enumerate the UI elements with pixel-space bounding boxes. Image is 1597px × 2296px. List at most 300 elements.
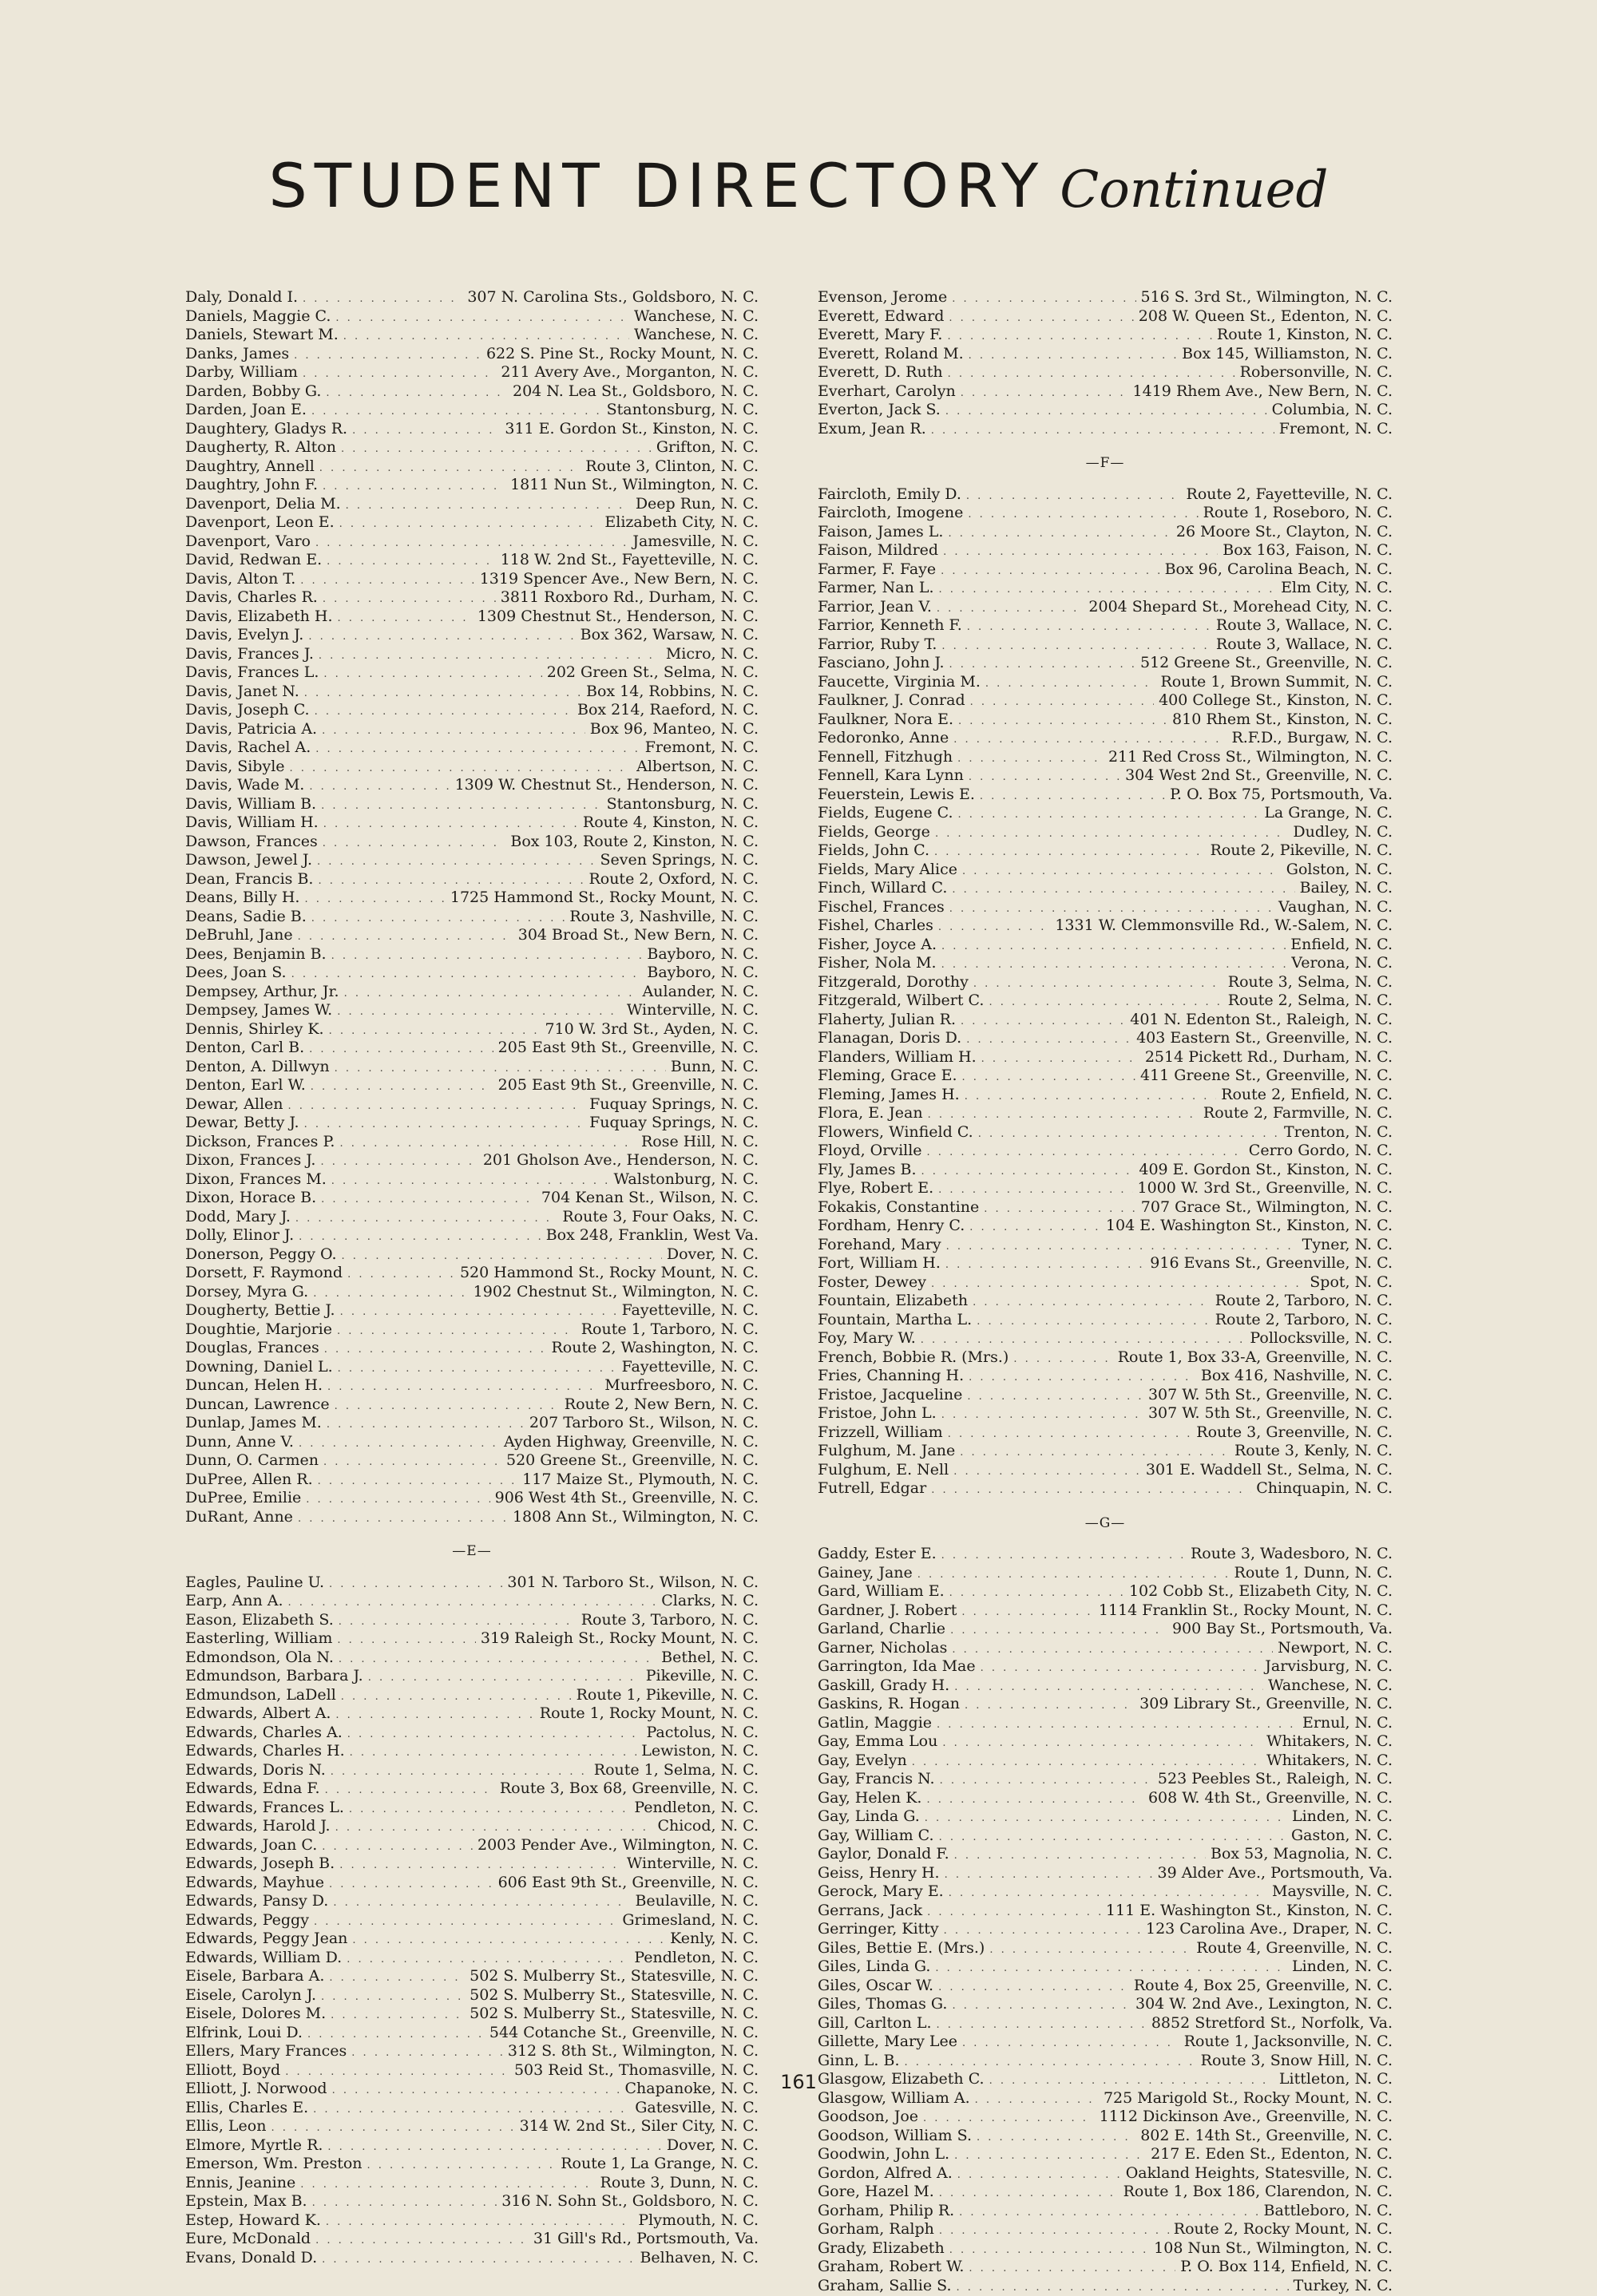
directory-entry <box>818 1105 1393 1124</box>
directory-entry <box>818 805 1393 824</box>
dot-leader <box>313 2102 630 2119</box>
student-name: Gaskins, R. Hogan <box>818 1696 960 1712</box>
directory-entry <box>185 1950 759 1969</box>
directory-entry <box>818 2278 1393 2296</box>
dot-leader <box>927 1145 1244 1162</box>
student-name: Davis, Wade M. <box>185 777 304 794</box>
student-address: Dudley, N. C. <box>1293 824 1393 841</box>
dot-leader <box>347 1952 629 1969</box>
directory-entry <box>185 683 759 703</box>
student-name: Dickson, Frances P. <box>185 1134 335 1150</box>
directory-entry <box>185 1039 759 1059</box>
student-name: Fennell, Fitzhugh <box>818 749 953 766</box>
student-address: 502 S. Mulberry St., Statesville, N. C. <box>470 2005 759 2022</box>
directory-entry <box>818 880 1393 899</box>
student-name: Edwards, Frances L. <box>185 1799 344 1816</box>
directory-entry <box>818 1752 1393 1771</box>
directory-entry <box>185 458 759 477</box>
student-name: Fulghum, M. Jane <box>818 1443 955 1459</box>
student-name: Garrington, Ida Mae <box>818 1658 976 1675</box>
student-address: Route 1, Brown Summit, N. C. <box>1160 674 1393 691</box>
student-address: 409 E. Gordon St., Kinston, N. C. <box>1139 1162 1393 1178</box>
directory-entry <box>185 2100 759 2119</box>
dot-leader <box>304 686 581 703</box>
dot-leader <box>969 1220 1101 1237</box>
student-name: Daugherty, R. Alton <box>185 439 336 456</box>
directory-entry <box>185 1630 759 1649</box>
student-name: Dempsey, Arthur, Jr. <box>185 984 339 1000</box>
dot-leader <box>952 1998 1131 2015</box>
student-name: Davis, Frances L. <box>185 664 319 681</box>
student-name: Darby, William <box>185 364 298 381</box>
directory-entry <box>818 1996 1393 2015</box>
directory-entry <box>185 814 759 833</box>
student-name: Flaherty, Julian R. <box>818 1011 956 1028</box>
student-address: Trenton, N. C. <box>1284 1124 1393 1141</box>
directory-entry <box>818 1405 1393 1424</box>
student-address: Route 4, Greenville, N. C. <box>1196 1940 1393 1957</box>
directory-entry <box>185 1574 759 1593</box>
student-name: Fedoronko, Anne <box>818 730 949 746</box>
student-address: Grifton, N. C. <box>656 439 759 456</box>
student-name: Emerson, Wm. Preston <box>185 2155 363 2172</box>
student-address: 502 S. Mulberry St., Statesville, N. C. <box>470 1987 759 2004</box>
student-address: 211 Avery Ave., Morganton, N. C. <box>501 364 759 381</box>
student-address: Turkey, N. C. <box>1294 2278 1393 2294</box>
directory-entry <box>185 1246 759 1265</box>
student-address: Route 3, Wallace, N. C. <box>1216 617 1393 634</box>
dot-leader <box>315 704 573 721</box>
directory-entry <box>185 1687 759 1706</box>
directory-entry <box>818 1902 1393 1922</box>
student-address: Spot, N. C. <box>1310 1274 1393 1291</box>
dot-leader <box>939 2186 1119 2203</box>
student-name: Doughtie, Marjorie <box>185 1321 332 1338</box>
student-name: Dewar, Betty J. <box>185 1114 299 1131</box>
student-address: Route 2, Tarboro, N. C. <box>1215 1292 1393 1309</box>
student-address: 802 E. 14th St., Greenville, N. C. <box>1140 2128 1393 2144</box>
directory-entry <box>818 1565 1393 1584</box>
student-address: Route 2, Washington, N. C. <box>551 1340 759 1356</box>
directory-entry <box>818 2015 1393 2034</box>
directory-entry <box>185 1096 759 1115</box>
student-address: Route 2, Farmville, N. C. <box>1203 1105 1393 1122</box>
student-address: 316 N. Sohn St., Goldsboro, N. C. <box>501 2193 759 2210</box>
dot-leader <box>290 761 632 778</box>
directory-entry <box>818 2203 1393 2222</box>
student-name: Giles, Thomas G. <box>818 1996 947 2013</box>
student-address: Rose Hill, N. C. <box>641 1134 759 1150</box>
directory-entry <box>185 1077 759 1096</box>
student-name: Denton, Earl W. <box>185 1077 306 1094</box>
student-address: 401 N. Edenton St., Raleigh, N. C. <box>1130 1011 1393 1028</box>
student-address: 608 W. 4th St., Greenville, N. C. <box>1148 1790 1393 1807</box>
directory-entry <box>185 1818 759 1837</box>
student-address: 810 Rhem St., Kinston, N. C. <box>1172 711 1393 728</box>
directory-entry <box>818 692 1393 711</box>
directory-entry <box>818 636 1393 655</box>
student-address: 2514 Pickett Rd., Durham, N. C. <box>1145 1049 1393 1066</box>
dot-leader <box>941 957 1287 974</box>
student-address: Route 1, Roseboro, N. C. <box>1203 505 1393 521</box>
dot-leader <box>980 789 1165 806</box>
dot-leader <box>931 1483 1251 1499</box>
student-name: Giles, Oscar W. <box>818 1977 933 1994</box>
student-name: Ellers, Mary Frances <box>185 2043 347 2060</box>
dot-leader <box>322 1839 473 1856</box>
dot-leader <box>945 1867 1153 1884</box>
directory-entry <box>818 1958 1393 1977</box>
dot-leader <box>969 348 1178 365</box>
directory-entry <box>185 1593 759 1612</box>
dot-leader <box>952 1642 1273 1659</box>
student-address: Bethel, N. C. <box>661 1649 759 1666</box>
directory-column-right <box>818 289 1393 2296</box>
directory-entry <box>185 1724 759 1744</box>
dot-leader <box>966 1032 1131 1049</box>
directory-entry <box>818 861 1393 881</box>
dot-leader <box>954 1848 1206 1865</box>
dot-leader <box>271 2120 514 2137</box>
directory-entry <box>818 308 1393 327</box>
student-address: 622 S. Pine St., Rocky Mount, N. C. <box>486 346 759 362</box>
dot-leader <box>312 2195 497 2212</box>
dot-leader <box>320 1154 478 1171</box>
dot-leader <box>940 1773 1153 1790</box>
student-address: Route 1, Dunn, N. C. <box>1234 1565 1393 1581</box>
directory-entry <box>818 824 1393 843</box>
directory-entry <box>818 749 1393 768</box>
directory-entry <box>185 2155 759 2175</box>
student-name: Fisher, Joyce A. <box>818 936 937 953</box>
dot-leader <box>952 882 1294 899</box>
student-name: Garland, Charlie <box>818 1621 945 1637</box>
student-address: P. O. Box 75, Portsmouth, Va. <box>1170 786 1393 803</box>
student-name: Flye, Robert E. <box>818 1180 933 1197</box>
student-name: Dolly, Elinor J. <box>185 1227 294 1244</box>
student-address: 707 Grace St., Wilmington, N. C. <box>1141 1199 1393 1216</box>
directory-entry <box>818 486 1393 505</box>
directory-entry <box>818 364 1393 383</box>
directory-entry <box>185 646 759 665</box>
directory-entry <box>818 767 1393 786</box>
student-address: Route 1, Box 186, Clarendon, N. C. <box>1123 2183 1393 2200</box>
dot-leader <box>337 1324 577 1340</box>
student-name: Elfrink, Loui D. <box>185 2025 303 2041</box>
student-address: Route 3, Box 68, Greenville, N. C. <box>500 1780 759 1797</box>
student-address: 304 Broad St., New Bern, N. C. <box>518 927 759 944</box>
dot-leader <box>331 1764 589 1781</box>
student-name: Gillette, Mary Lee <box>818 2033 957 2050</box>
dot-leader <box>969 1370 1196 1387</box>
directory-entry <box>185 1452 759 1471</box>
dot-leader <box>323 1455 501 1471</box>
dot-leader <box>926 1792 1143 1809</box>
directory-entry <box>818 1602 1393 1621</box>
directory-entry <box>818 1030 1393 1049</box>
student-address: 400 College St., Kinston, N. C. <box>1159 692 1393 709</box>
student-name: Eason, Elizabeth S. <box>185 1612 334 1629</box>
student-address: 1000 W. 3rd St., Greenville, N. C. <box>1138 1180 1393 1197</box>
student-name: Edwards, Harold J. <box>185 1818 331 1835</box>
student-name: Eure, McDonald <box>185 2231 311 2247</box>
student-name: Fordham, Henry C. <box>818 1217 965 1234</box>
student-address: Pactolus, N. C. <box>646 1724 759 1741</box>
student-name: Futrell, Edgar <box>818 1480 926 1497</box>
directory-entry <box>818 2221 1393 2240</box>
dot-leader <box>329 1877 493 1894</box>
dot-leader <box>958 807 1260 824</box>
student-name: Edwards, Mayhue <box>185 1874 324 1891</box>
student-address: Fuquay Springs, N. C. <box>589 1096 759 1113</box>
student-address: Columbia, N. C. <box>1272 402 1393 418</box>
student-name: Graham, Sallie S. <box>818 2278 951 2294</box>
student-address: Route 3, Dunn, N. C. <box>600 2175 759 2191</box>
dot-leader <box>335 311 629 327</box>
student-name: Danks, James <box>185 346 289 362</box>
student-address: Bunn, N. C. <box>671 1059 759 1075</box>
student-address: 1309 Chestnut St., Henderson, N. C. <box>478 608 759 625</box>
directory-entry <box>185 964 759 984</box>
directory-entry <box>185 1893 759 1912</box>
student-name: Gay, Evelyn <box>818 1752 907 1769</box>
student-address: Chicod, N. C. <box>657 1818 759 1835</box>
student-name: Fischel, Frances <box>818 899 945 916</box>
directory-entry <box>185 439 759 458</box>
student-name: Everett, Roland M. <box>818 346 964 362</box>
student-name: Fort, William H. <box>818 1255 941 1272</box>
dot-leader <box>949 2243 1149 2259</box>
directory-entry <box>185 1190 759 1209</box>
dot-leader <box>934 845 1206 861</box>
student-name: Dixon, Frances M. <box>185 1171 327 1188</box>
student-name: Fulghum, E. Nell <box>818 1462 949 1479</box>
directory-entry <box>185 1321 759 1340</box>
directory-entry <box>818 542 1393 561</box>
dot-leader <box>967 1389 1143 1406</box>
student-name: Edwards, Albert A. <box>185 1705 331 1722</box>
e-section-continued <box>818 289 1393 439</box>
student-name: Dodd, Mary J. <box>185 1209 291 1225</box>
dot-leader <box>299 1436 499 1453</box>
directory-entry <box>185 1171 759 1190</box>
dot-leader <box>946 1239 1298 1256</box>
student-address: Box 416, Nashville, N. C. <box>1201 1368 1393 1384</box>
directory-entry <box>818 2033 1393 2053</box>
page-subtitle: Continued <box>1060 160 1328 220</box>
dot-leader <box>925 1811 1287 1827</box>
directory-entry <box>185 552 759 571</box>
student-name: Flowers, Winfield C. <box>818 1124 973 1141</box>
student-address: Ayden Highway, Greenville, N. C. <box>504 1434 759 1451</box>
dot-leader <box>945 404 1267 421</box>
student-address: Linden, N. C. <box>1292 1808 1393 1825</box>
dot-leader <box>313 1286 468 1303</box>
student-name: Gordon, Alfred A. <box>818 2165 953 2182</box>
student-address: Jamesville, N. C. <box>632 533 759 550</box>
directory-entry <box>185 1021 759 1040</box>
student-address: Belhaven, N. C. <box>640 2250 759 2266</box>
directory-entry <box>185 533 759 552</box>
student-address: 1725 Hammond St., Rocky Mount, N. C. <box>450 889 759 906</box>
student-address: Seven Springs, N. C. <box>600 852 759 869</box>
directory-entry <box>818 1330 1393 1349</box>
student-address: P. O. Box 114, Enfield, N. C. <box>1180 2258 1393 2275</box>
directory-entry <box>185 289 759 308</box>
student-name: Davis, Alton T. <box>185 571 295 588</box>
student-address: 202 Green St., Selma, N. C. <box>547 664 759 681</box>
dot-leader <box>977 2130 1135 2147</box>
student-name: Duncan, Lawrence <box>185 1396 330 1413</box>
student-address: Clarks, N. C. <box>661 1593 759 1609</box>
dot-leader <box>1013 1352 1112 1368</box>
dot-leader <box>319 648 661 665</box>
dot-leader <box>917 1567 1230 1584</box>
dot-leader <box>318 873 584 890</box>
dot-leader <box>977 1314 1211 1331</box>
student-name: Fleming, James H. <box>818 1087 960 1103</box>
student-name: Gay, Linda G. <box>818 1808 920 1825</box>
student-address: 900 Bay St., Portsmouth, Va. <box>1172 1621 1393 1637</box>
dot-leader <box>961 386 1128 402</box>
dot-leader <box>953 1464 1141 1481</box>
student-name: Epstein, Max B. <box>185 2193 307 2210</box>
dot-leader <box>949 1886 1267 1902</box>
directory-entry <box>818 561 1393 580</box>
dot-leader <box>981 1661 1261 1677</box>
dot-leader <box>329 1970 465 1987</box>
directory-entry <box>818 383 1393 402</box>
dot-leader <box>323 479 505 496</box>
student-address: Beulaville, N. C. <box>635 1893 759 1910</box>
student-name: Foster, Dewey <box>818 1274 926 1291</box>
directory-entry <box>185 2231 759 2250</box>
student-name: Ellis, Leon <box>185 2118 266 2135</box>
student-name: Daughtry, Annell <box>185 458 315 475</box>
student-name: Giles, Linda G. <box>818 1958 930 1975</box>
directory-entry <box>185 608 759 627</box>
student-name: Dawson, Jewel J. <box>185 852 312 869</box>
directory-entry <box>185 777 759 796</box>
student-address: Oakland Heights, Statesville, N. C. <box>1126 2165 1393 2182</box>
directory-entry <box>185 2175 759 2194</box>
student-name: Fountain, Elizabeth <box>818 1292 968 1309</box>
student-address: Wanchese, N. C. <box>634 308 759 325</box>
directory-entry <box>185 2137 759 2156</box>
dot-leader <box>343 329 629 346</box>
student-name: Deans, Sadie B. <box>185 909 307 925</box>
student-name: Darden, Joan E. <box>185 402 307 418</box>
student-address: Route 2, Tarboro, N. C. <box>1215 1312 1393 1328</box>
student-address: 1419 Rhem Ave., New Bern, N. C. <box>1133 383 1393 400</box>
student-name: Gerock, Mary E. <box>818 1883 944 1900</box>
dot-leader <box>318 1474 517 1490</box>
dot-leader <box>962 864 1282 881</box>
student-name: Finch, Willard C. <box>818 880 947 897</box>
student-address: 502 S. Mulberry St., Statesville, N. C. <box>470 1968 759 1985</box>
dot-leader <box>352 423 500 440</box>
directory-entry <box>818 1883 1393 1902</box>
directory-entry <box>818 617 1393 636</box>
student-address: Box 145, Williamston, N. C. <box>1182 346 1393 362</box>
dot-leader <box>308 629 575 646</box>
student-address: 520 Greene St., Greenville, N. C. <box>506 1452 759 1469</box>
student-name: Gaylor, Donald F. <box>818 1846 949 1863</box>
student-name: DeBruhl, Jane <box>185 927 293 944</box>
dot-leader <box>340 1304 617 1321</box>
directory-entry <box>185 1855 759 1874</box>
dot-leader <box>326 386 508 402</box>
student-address: Route 1, Kinston, N. C. <box>1217 327 1393 343</box>
dot-leader <box>317 854 596 871</box>
student-name: Edwards, William D. <box>185 1950 342 1966</box>
directory-entry <box>818 599 1393 618</box>
dot-leader <box>335 1708 534 1724</box>
dot-leader <box>941 1407 1143 1424</box>
dot-leader <box>938 1182 1132 1199</box>
student-address: 403 Eastern St., Greenville, N. C. <box>1136 1030 1393 1047</box>
student-address: 1319 Spencer Ave., New Bern, N. C. <box>480 571 759 588</box>
student-name: Fristoe, Jacqueline <box>818 1387 962 1403</box>
directory-entry <box>185 852 759 871</box>
student-address: 307 N. Carolina Sts., Goldsboro, N. C. <box>467 289 759 306</box>
dot-leader <box>315 742 640 758</box>
student-name: Davenport, Varo <box>185 533 311 550</box>
dot-leader <box>341 1689 572 1706</box>
g-section <box>818 1546 1393 2296</box>
directory-entry <box>185 1471 759 1490</box>
dot-leader <box>969 770 1120 786</box>
dot-leader <box>981 1051 1140 1068</box>
student-name: Fields, John C. <box>818 842 929 859</box>
student-name: Everett, D. Ruth <box>818 364 943 381</box>
dot-leader <box>300 2177 595 2194</box>
directory-entry <box>818 1292 1393 1312</box>
student-address: Route 3, Wallace, N. C. <box>1216 636 1393 653</box>
directory-entry <box>818 1865 1393 1884</box>
directory-entry <box>185 1114 759 1134</box>
dot-leader <box>329 1023 541 1040</box>
directory-entry <box>818 1368 1393 1387</box>
dot-leader <box>965 1089 1217 1106</box>
directory-entry <box>818 346 1393 365</box>
directory-entry <box>818 1621 1393 1640</box>
directory-entry <box>185 1912 759 1931</box>
student-name: Dorsey, Myra G. <box>185 1284 308 1300</box>
student-address: 411 Greene St., Greenville, N. C. <box>1140 1067 1393 1084</box>
directory-entry <box>185 1930 759 1950</box>
student-address: 26 Moore St., Clayton, N. C. <box>1176 524 1393 540</box>
student-address: Route 1, Rocky Mount, N. C. <box>540 1705 759 1722</box>
dot-leader <box>975 2092 1099 2109</box>
student-name: Davis, Elizabeth H. <box>185 608 333 625</box>
student-address: Aulander, N. C. <box>643 984 759 1000</box>
dot-leader <box>306 1492 489 1509</box>
page-number: 161 <box>0 2071 1597 2093</box>
dot-leader <box>952 291 1135 308</box>
student-name: Davenport, Delia M. <box>185 496 341 513</box>
student-name: Edwards, Edna F. <box>185 1780 320 1797</box>
dot-leader <box>978 1126 1279 1143</box>
directory-entry <box>818 2053 1393 2072</box>
student-name: Ginn, L. B. <box>818 2053 900 2069</box>
student-address: Whitakers, N. C. <box>1266 1752 1393 1769</box>
student-name: Edwards, Joseph B. <box>185 1855 335 1872</box>
dot-leader <box>326 2215 634 2231</box>
student-name: Gay, Francis N. <box>818 1771 935 1787</box>
dot-leader <box>939 582 1277 599</box>
directory-entry <box>818 992 1393 1011</box>
